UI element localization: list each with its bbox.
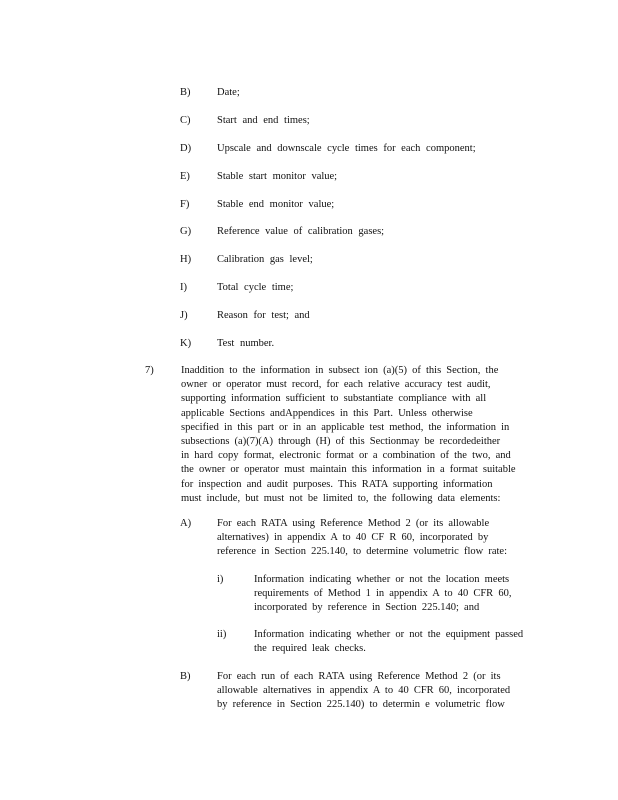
subsection-b-paragraph xyxy=(217,670,510,713)
subsection-label: A) xyxy=(180,518,192,529)
paragraph-line: in hard copy format, electronic format or a combination of the two, and xyxy=(181,450,511,462)
item-label: J) xyxy=(180,310,188,321)
item-label: E) xyxy=(180,171,190,182)
item-label: G) xyxy=(180,226,192,237)
item-label: B) xyxy=(180,87,191,98)
paragraph-line: For each RATA using Reference Method 2 (or its allowable xyxy=(217,518,490,529)
item-label: D) xyxy=(180,143,192,154)
item-text: Stable start monitor value; xyxy=(217,171,338,182)
subsection-label: ii) xyxy=(217,629,227,640)
paragraph-line: For each run of each RATA using Reference Method 2 (or its xyxy=(217,671,501,682)
item-text: Upscale and downscale cycle times for each component; xyxy=(217,143,476,154)
section-7-paragraph xyxy=(181,364,516,506)
subsection-label: B) xyxy=(180,671,191,682)
paragraph-line: owner or operator must record, for each relative accuracy test audit, xyxy=(181,379,491,391)
item-text: Start and end times; xyxy=(217,115,310,126)
item-text: Date; xyxy=(217,87,240,98)
paragraph-line: Inaddition to the information in subsect ion (a)(5) of this Section, the xyxy=(181,365,499,376)
paragraph-line: must include, but must not be limited to, the following data elements: xyxy=(181,492,501,504)
item-label: K) xyxy=(180,338,192,349)
paragraph-line: allowable alternatives in appendix A to 40 CFR 60, incorporated xyxy=(217,685,511,697)
item-text: Stable end monitor value; xyxy=(217,199,335,210)
paragraph-line: by reference in Section 225.140) to determin e volumetric flow xyxy=(217,699,505,711)
paragraph-line: the required leak checks. xyxy=(254,643,366,655)
paragraph-line: Information indicating whether or not the equipment passed xyxy=(254,629,524,640)
item-label: F) xyxy=(180,199,190,210)
item-text: Test number. xyxy=(217,338,275,349)
item-text: Total cycle time; xyxy=(217,282,294,293)
paragraph-line: specified in this part or in an applicable test method, the information in xyxy=(181,421,510,433)
paragraph-line: supporting information sufficient to substantiate compliance with all xyxy=(181,393,487,405)
paragraph-line: for inspection and audit purposes. This RATA supporting information xyxy=(181,478,493,490)
paragraph-line: requirements of Method 1 in appendix A to 40 CFR 60, xyxy=(254,588,512,600)
item-text: Reason for test; and xyxy=(217,310,310,321)
paragraph-line: Information indicating whether or not the location meets xyxy=(254,574,510,585)
item-text: Reference value of calibration gases; xyxy=(217,226,385,237)
section-label: 7) xyxy=(145,365,154,376)
paragraph-line: reference in Section 225.140, to determine volumetric flow rate: xyxy=(217,546,507,558)
subsection-a-i-paragraph xyxy=(254,573,511,616)
item-label: I) xyxy=(180,282,187,293)
paragraph-line: alternatives) in appendix A to 40 CF R 60, incorporated by xyxy=(217,532,489,544)
item-text: Calibration gas level; xyxy=(217,254,313,265)
paragraph-line: subsections (a)(7)(A) through (H) of this Sectionmay be recordedeither xyxy=(181,436,501,448)
subsection-label: i) xyxy=(217,574,224,585)
paragraph-line: applicable Sections andAppendices in this Part. Unless otherwise xyxy=(181,407,473,419)
item-label: C) xyxy=(180,115,191,126)
paragraph-line: the owner or operator must maintain this information in a format suitable xyxy=(181,464,516,476)
subsection-a-ii-paragraph xyxy=(254,628,523,656)
subsection-a-paragraph xyxy=(217,517,507,560)
item-label: H) xyxy=(180,254,192,265)
paragraph-line: incorporated by reference in Section 225.140; and xyxy=(254,602,480,614)
